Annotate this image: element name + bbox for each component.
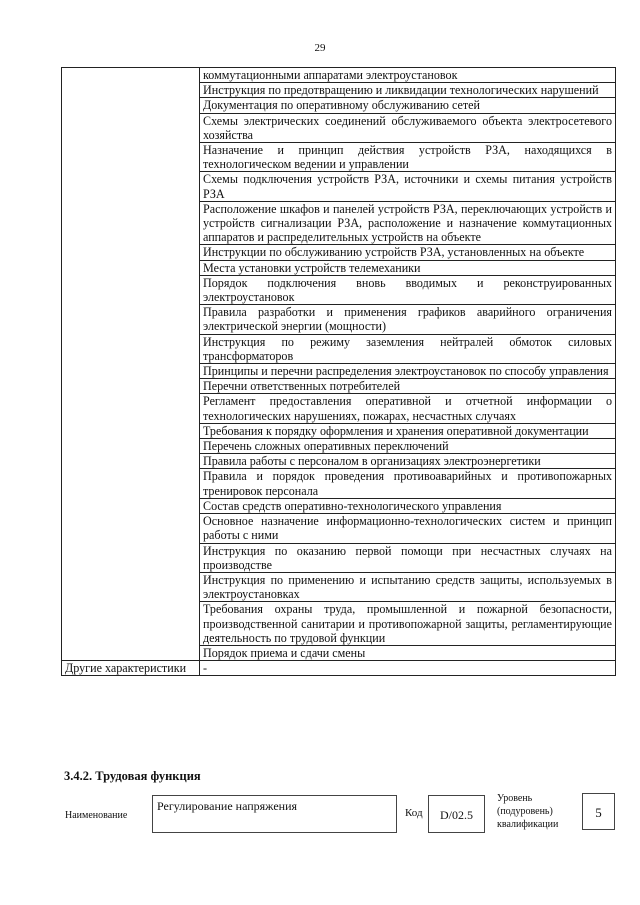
other-characteristics-value: -: [200, 661, 616, 676]
qualification-level-box: [582, 793, 615, 830]
requirement-item: Перечень сложных оперативных переключений: [200, 439, 616, 454]
qualification-level-label: [497, 792, 558, 831]
requirement-item: Регламент предоставления оперативной и отчетной информации о технологических нарушениях, пожарах, несчастных случаях: [200, 394, 616, 423]
category-cell: [62, 68, 200, 661]
requirement-item: Требования охраны труда, промышленной и пожарной безопасности, производственной санитарии и противопожарной защиты, регламентирующие деятельность по трудовой функции: [200, 602, 616, 646]
requirement-row: [62, 68, 616, 83]
code-label: Код: [405, 807, 423, 819]
requirement-item: Порядок подключения вновь вводимых и реконструированных электроустановок: [200, 275, 616, 304]
level-label-line-1: Уровень: [497, 793, 533, 804]
level-label-line-2: (подуровень): [497, 806, 553, 817]
requirement-item: Назначение и принцип действия устройств РЗА, находящихся в технологическом ведении и управлении: [200, 143, 616, 172]
function-code-box: [428, 795, 485, 833]
requirement-item: Принципы и перечни распределения электроустановок по способу управления: [200, 364, 616, 379]
requirement-item: Инструкция по режиму заземления нейтралей обмоток силовых трансформаторов: [200, 334, 616, 363]
requirement-item: Инструкция по предотвращению и ликвидации технологических нарушений: [200, 83, 616, 98]
function-code-value: D/02.5: [440, 808, 473, 822]
requirement-item: Инструкция по применению и испытанию средств защиты, используемых в электроустановках: [200, 572, 616, 601]
requirement-item: Требования к порядку оформления и хранения оперативной документации: [200, 423, 616, 438]
requirement-item: Схемы подключения устройств РЗА, источники и схемы питания устройств РЗА: [200, 172, 616, 201]
requirement-item: Места установки устройств телемеханики: [200, 260, 616, 275]
requirement-item: Перечни ответственных потребителей: [200, 379, 616, 394]
page-number: 29: [314, 42, 326, 54]
level-label-line-3: квалификации: [497, 819, 559, 830]
requirement-item: Правила и порядок проведения противоаварийных и противопожарных тренировок персонала: [200, 469, 616, 498]
function-name-value: Регулирование напряжения: [157, 799, 298, 813]
function-name-box: [152, 795, 397, 833]
qualification-level-value: 5: [595, 805, 602, 820]
requirement-item: Правила работы с персоналом в организациях электроэнергетики: [200, 454, 616, 469]
other-characteristics-label: Другие характеристики: [62, 661, 200, 676]
requirement-item: Расположение шкафов и панелей устройств РЗА, переключающих устройств и устройств сигнализации РЗА, расположение и назначение коммутационных аппаратов и распределительных устройств на объекте: [200, 201, 616, 245]
requirement-item: Инструкции по обслуживанию устройств РЗА, установленных на объекте: [200, 245, 616, 260]
requirement-item: Инструкция по оказанию первой помощи при несчастных случаях на производстве: [200, 543, 616, 572]
section-title: 3.4.2. Трудовая функция: [64, 769, 201, 783]
knowledge-requirements-table: [61, 67, 616, 676]
other-characteristics-row: [62, 661, 616, 676]
name-label: Наименование: [65, 810, 128, 821]
requirement-item: коммутационными аппаратами электроустановок: [200, 68, 616, 83]
requirement-item: Правила разработки и применения графиков аварийного ограничения электрической энергии (мощности): [200, 305, 616, 334]
requirement-item: Состав средств оперативно-технологического управления: [200, 498, 616, 513]
requirement-item: Документация по оперативному обслуживанию сетей: [200, 98, 616, 113]
requirement-item: Схемы электрических соединений обслуживаемого объекта электросетевого хозяйства: [200, 113, 616, 142]
requirement-item: Порядок приема и сдачи смены: [200, 645, 616, 660]
requirement-item: Основное назначение информационно-технологических систем и принцип работы с ними: [200, 514, 616, 543]
